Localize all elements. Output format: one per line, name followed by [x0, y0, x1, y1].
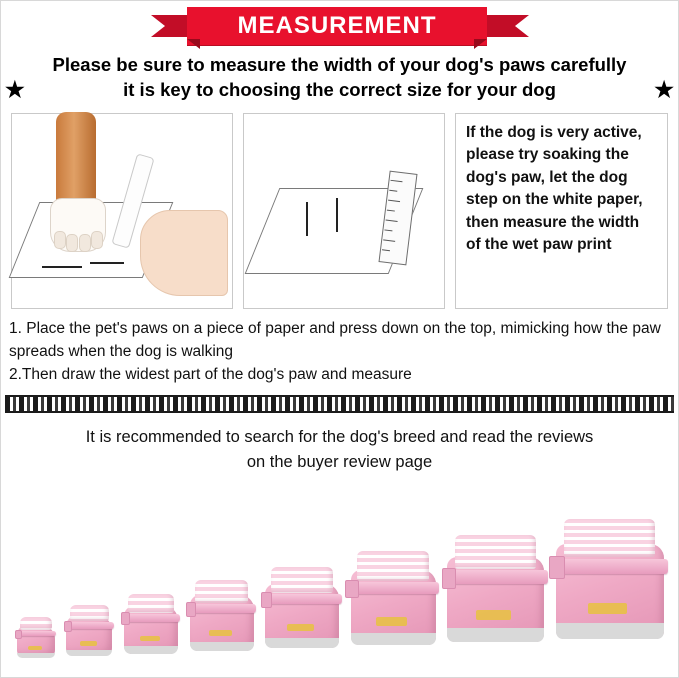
recommendation-line-1: It is recommended to search for the dog's breed and read the reviews — [85, 427, 594, 446]
mark-line-2-icon — [336, 198, 338, 232]
boot-body — [66, 616, 112, 656]
boot-buckle — [442, 568, 457, 589]
boot-buckle — [186, 602, 196, 616]
boot-buckle — [15, 630, 22, 639]
dog-boot-2 — [66, 616, 112, 669]
hand-icon — [140, 210, 228, 296]
trace-line-1-icon — [42, 266, 82, 268]
boot-strap — [187, 604, 256, 613]
panel-note — [455, 113, 668, 309]
dog-boot-8 — [556, 544, 664, 669]
ribbon-tail-right — [483, 15, 529, 37]
step-1: 1. Place the pet's paws on a piece of paper and press down on the top, mimicking how the paw spreads when the dog is walking — [9, 319, 661, 361]
boot-strap — [262, 594, 342, 604]
boot-sole — [447, 628, 544, 642]
boot-cuff — [455, 535, 536, 569]
boot-body — [556, 544, 664, 639]
boot-logo — [588, 603, 627, 614]
trace-line-2-icon — [90, 262, 124, 264]
boot-strap — [347, 582, 439, 594]
boot-cuff — [195, 580, 249, 602]
mark-line-1-icon — [306, 202, 308, 236]
boot-body — [447, 557, 544, 642]
dog-boot-6 — [351, 570, 436, 669]
boot-cuff — [564, 519, 655, 557]
dog-paw-icon — [50, 198, 106, 252]
boot-sole — [265, 638, 339, 648]
divider — [5, 395, 674, 413]
headline — [1, 53, 678, 103]
ruler-icon — [378, 171, 417, 266]
illustration-panels — [1, 103, 678, 309]
headline-line-2: it is key to choosing the correct size for your dog — [123, 78, 556, 100]
boot-sole — [556, 623, 664, 638]
boot-sole — [351, 633, 436, 645]
boot-strap — [551, 559, 668, 574]
boot-buckle — [549, 556, 565, 579]
headline-line-1: Please be sure to measure the width of your dog's paws carefully — [52, 54, 627, 75]
ribbon — [187, 7, 487, 45]
dog-boot-3 — [124, 606, 178, 669]
dog-boot-1 — [17, 625, 55, 669]
boot-logo — [476, 610, 511, 620]
boot-strap — [65, 622, 115, 628]
recommendation-line-2: on the buyer review page — [246, 453, 433, 472]
boot-body — [17, 625, 55, 658]
banner — [1, 1, 678, 51]
dog-boot-5 — [265, 584, 339, 670]
boot-sole — [190, 642, 254, 651]
boot-buckle — [345, 580, 358, 598]
panel-ruler-measuring — [243, 113, 445, 309]
step-2: 2.Then draw the widest part of the dog's paw and measure — [9, 366, 412, 384]
boot-cuff — [357, 551, 429, 581]
boot-body — [265, 584, 339, 649]
dog-boot-7 — [447, 557, 544, 669]
boot-sole — [124, 646, 178, 654]
boot-body — [190, 595, 254, 651]
boot-body — [124, 606, 178, 654]
boot-buckle — [64, 621, 72, 632]
boot-logo — [28, 646, 42, 650]
boot-logo — [140, 636, 159, 642]
boot-body — [351, 570, 436, 645]
recommendation-text — [1, 419, 678, 476]
panel-paw-tracing — [11, 113, 233, 309]
boot-logo — [287, 624, 314, 632]
boot-cuff — [20, 617, 52, 630]
boot-strap — [122, 614, 180, 622]
star-right-icon: ★ — [654, 77, 674, 102]
boot-buckle — [121, 612, 130, 624]
boot-cuff — [128, 594, 173, 613]
boot-logo — [80, 641, 97, 646]
boot-logo — [209, 630, 232, 637]
boot-cuff — [70, 605, 109, 621]
note-text: If the dog is very active, please try soaking the dog's paw, let the dog step on the white paper, then measure the width of the wet paw print — [466, 123, 643, 254]
dog-leg-icon — [56, 112, 96, 208]
boot-size-row — [1, 535, 679, 675]
boot-logo — [376, 617, 407, 626]
boot-cuff — [271, 567, 333, 593]
steps-list — [1, 309, 678, 387]
boot-sole — [17, 653, 55, 658]
dog-boot-4 — [190, 595, 254, 669]
boot-sole — [66, 650, 112, 656]
boot-buckle — [261, 592, 273, 608]
banner-title: MEASUREMENT — [237, 12, 437, 39]
star-left-icon: ★ — [5, 77, 25, 102]
boot-strap — [444, 570, 548, 584]
